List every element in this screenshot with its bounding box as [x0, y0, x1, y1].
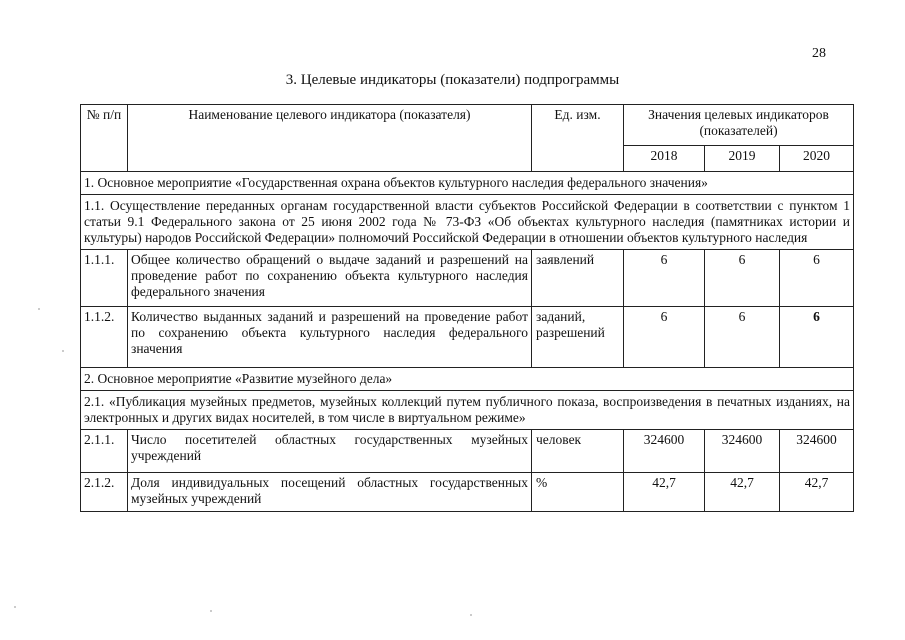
header-year-2018: 2018 — [624, 146, 705, 172]
page-number: 28 — [812, 46, 826, 61]
row-unit: человек — [532, 430, 624, 473]
section-title-row — [81, 172, 854, 195]
table-row — [81, 473, 854, 512]
header-values: Значения целевых индикаторов (показателей) — [624, 105, 854, 146]
row-num: 2.1.2. — [81, 473, 128, 512]
row-value-2019: 6 — [705, 250, 780, 307]
section-title: 1. Основное мероприятие «Государственная охрана объектов культурного наследия федерального значения» — [81, 172, 854, 195]
scan-speck — [38, 308, 40, 310]
row-name: Число посетителей областных государственных музейных учреждений — [128, 430, 532, 473]
indicators-table — [80, 104, 854, 512]
table-row — [81, 250, 854, 307]
scan-speck — [62, 350, 64, 352]
row-num: 1.1.1. — [81, 250, 128, 307]
row-value-2018: 324600 — [624, 430, 705, 473]
page-title: 3. Целевые индикаторы (показатели) подпрограммы — [285, 72, 620, 88]
row-name: Количество выданных заданий и разрешений на проведение работ по сохранению объекта культурного наследия федерального значения — [128, 307, 532, 368]
header-name: Наименование целевого индикатора (показателя) — [128, 105, 532, 172]
row-value-2018: 42,7 — [624, 473, 705, 512]
row-num: 1.1.2. — [81, 307, 128, 368]
section-subtitle: 2.1. «Публикация музейных предметов, музейных коллекций путем публичного показа, воспроизведения в печатных изданиях, на электронных и других видах носителей, в том числе в виртуальном режиме» — [81, 391, 854, 430]
scan-speck — [210, 610, 212, 612]
section-title: 2. Основное мероприятие «Развитие музейного дела» — [81, 368, 854, 391]
row-value-2019: 42,7 — [705, 473, 780, 512]
table-header-row — [81, 105, 854, 146]
row-value-2020: 6 — [780, 250, 854, 307]
row-value-2020: 42,7 — [780, 473, 854, 512]
row-name: Общее количество обращений о выдаче заданий и разрешений на проведение работ по сохранению объекта культурного наследия федерального значения — [128, 250, 532, 307]
section-title-row — [81, 368, 854, 391]
row-unit: заданий, разрешений — [532, 307, 624, 368]
table-row — [81, 430, 854, 473]
header-num: № п/п — [81, 105, 128, 172]
header-unit: Ед. изм. — [532, 105, 624, 172]
header-year-2019: 2019 — [705, 146, 780, 172]
section-subtitle: 1.1. Осуществление переданных органам государственной власти субъектов Российской Федерации в соответствии с пунктом 1 статьи 9.1 Федерального закона от 25 июня 2002 года № 73-ФЗ «Об объектах культурного наследия (памятниках истории и культуры) народов Российской Федерации» полномочий Российской Федерации в отношении объектов культурного наследия — [81, 195, 854, 250]
scan-speck — [470, 614, 472, 616]
row-value-2018: 6 — [624, 307, 705, 368]
row-value-2019: 6 — [705, 307, 780, 368]
scan-speck — [14, 606, 16, 608]
row-num: 2.1.1. — [81, 430, 128, 473]
row-unit: заявлений — [532, 250, 624, 307]
row-value-2020: 324600 — [780, 430, 854, 473]
row-unit: % — [532, 473, 624, 512]
header-year-2020: 2020 — [780, 146, 854, 172]
row-value-2018: 6 — [624, 250, 705, 307]
table-row — [81, 307, 854, 368]
row-name: Доля индивидуальных посещений областных государственных музейных учреждений — [128, 473, 532, 512]
row-value-2019: 324600 — [705, 430, 780, 473]
section-subtitle-row — [81, 391, 854, 430]
row-value-2020: 6 — [780, 307, 854, 368]
section-subtitle-row — [81, 195, 854, 250]
